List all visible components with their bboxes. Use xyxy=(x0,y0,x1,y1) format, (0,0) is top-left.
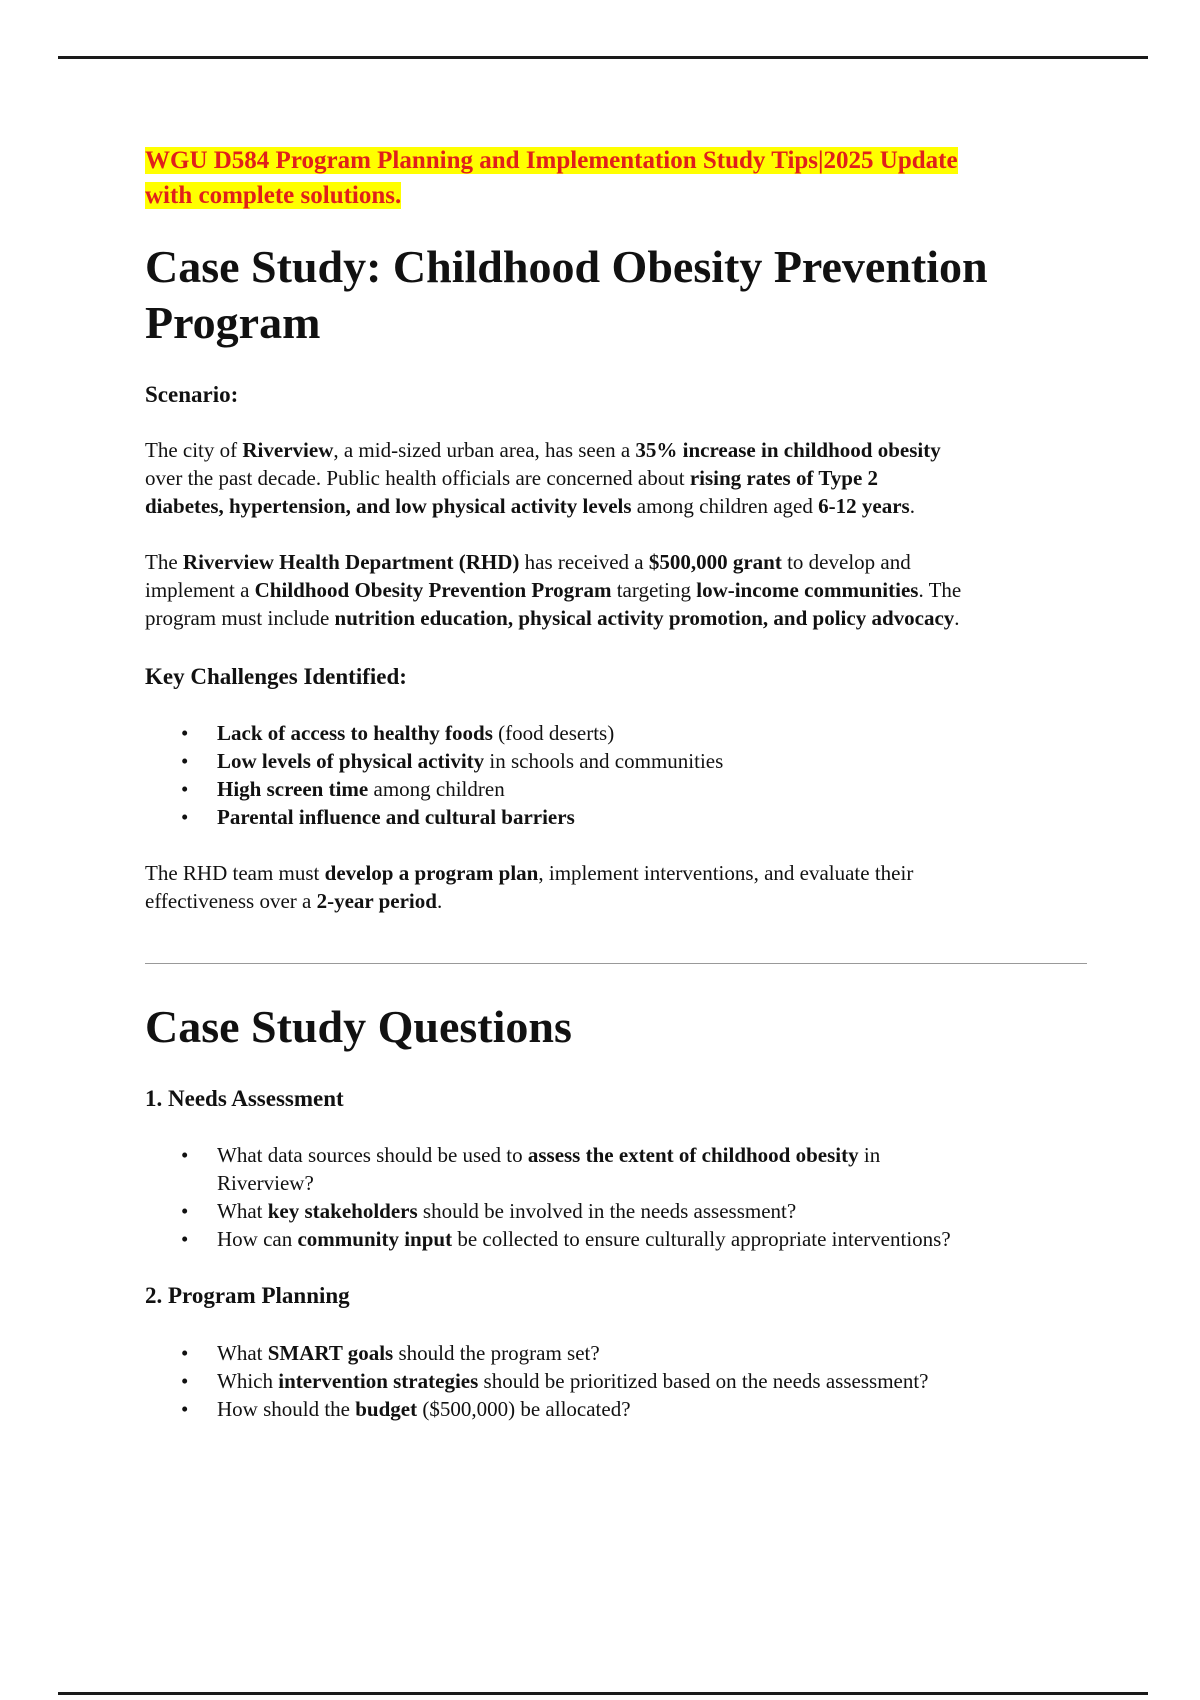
page-bottom-rule xyxy=(58,1692,1148,1695)
text-run: program must include xyxy=(145,606,335,630)
text-line xyxy=(217,1395,1095,1423)
text-run: . The xyxy=(918,578,962,602)
bold-text: develop a program plan xyxy=(324,861,539,885)
bold-text: Riverview xyxy=(242,438,334,462)
text-run: How can xyxy=(217,1227,298,1251)
text-run: should the program set? xyxy=(393,1341,600,1365)
text-run: among children xyxy=(368,777,505,801)
text-line xyxy=(217,1169,1095,1197)
program-planning-list xyxy=(145,1339,1095,1423)
text-line xyxy=(217,1339,1095,1367)
text-line xyxy=(145,548,1095,576)
document-title xyxy=(145,143,1095,213)
bold-text: 2-year period xyxy=(316,889,437,913)
heading-line: Case Study: Childhood Obesity Prevention xyxy=(145,241,988,292)
text-line xyxy=(217,775,1095,803)
text-run: should be involved in the needs assessment? xyxy=(417,1199,797,1223)
text-run: The city of xyxy=(145,438,243,462)
bold-text: $500,000 grant xyxy=(648,550,782,574)
text-run: to develop and xyxy=(781,550,911,574)
bold-text: budget xyxy=(355,1397,418,1421)
title-line: with complete solutions. xyxy=(145,182,402,209)
bold-text: assess the extent of childhood obesity xyxy=(527,1143,859,1167)
text-line xyxy=(217,1197,1095,1225)
bold-text: SMART goals xyxy=(267,1341,394,1365)
heading-line: Program xyxy=(145,297,321,348)
challenges-list xyxy=(145,719,1095,831)
text-run: . xyxy=(954,606,960,630)
text-run: among children aged xyxy=(631,494,819,518)
text-run: targeting xyxy=(611,578,697,602)
scenario-heading: Scenario: xyxy=(145,382,239,407)
bold-text: Parental influence and cultural barriers xyxy=(217,805,575,829)
text-run: over the past decade. Public health officials are concerned about xyxy=(145,466,690,490)
text-run: in xyxy=(858,1143,881,1167)
text-line xyxy=(217,1367,1095,1395)
bold-text: Low levels of physical activity xyxy=(217,749,485,773)
list-item xyxy=(145,1197,1095,1225)
text-line xyxy=(217,747,1095,775)
text-line xyxy=(145,887,1095,915)
text-line xyxy=(145,492,1095,520)
text-line xyxy=(145,604,1095,632)
text-run: (food deserts) xyxy=(492,721,615,745)
text-run: The xyxy=(145,550,183,574)
list-item xyxy=(145,1141,1095,1197)
bold-text: Childhood Obesity Prevention Program xyxy=(254,578,612,602)
text-run: What xyxy=(217,1341,268,1365)
bold-text: 6-12 years xyxy=(818,494,910,518)
text-line xyxy=(145,436,1095,464)
bold-text: nutrition education, physical activity promotion, and policy advocacy xyxy=(334,606,955,630)
bold-text: key stakeholders xyxy=(267,1199,418,1223)
title-line: WGU D584 Program Planning and Implementation Study Tips|2025 Update xyxy=(145,147,958,174)
list-item xyxy=(145,1225,1095,1253)
scenario-paragraph-1 xyxy=(145,436,1095,520)
text-run: , implement interventions, and evaluate their xyxy=(538,861,914,885)
text-run: The RHD team must xyxy=(145,861,325,885)
text-run: . xyxy=(436,889,443,913)
text-run: Which xyxy=(217,1369,279,1393)
section-divider xyxy=(145,963,1087,964)
text-run: Riverview? xyxy=(217,1171,314,1195)
text-run: in schools and communities xyxy=(484,749,724,773)
bold-text: Lack of access to healthy foods xyxy=(217,721,493,745)
text-run: What xyxy=(217,1199,268,1223)
list-item xyxy=(145,1339,1095,1367)
text-line xyxy=(145,859,1095,887)
bold-text: intervention strategies xyxy=(278,1369,479,1393)
text-run: . xyxy=(909,494,915,518)
program-planning-heading: 2. Program Planning xyxy=(145,1283,350,1308)
text-line xyxy=(145,464,1095,492)
bold-text: diabetes, hypertension, and low physical activity levels xyxy=(145,494,632,518)
scenario-paragraph-3 xyxy=(145,859,1095,915)
questions-heading: Case Study Questions xyxy=(145,1001,572,1052)
text-line xyxy=(217,1225,1095,1253)
bold-text: community input xyxy=(297,1227,453,1251)
list-item xyxy=(145,775,1095,803)
text-run: should be prioritized based on the needs assessment? xyxy=(478,1369,929,1393)
text-run: implement a xyxy=(145,578,255,602)
scenario-paragraph-2 xyxy=(145,548,1095,632)
needs-assessment-list xyxy=(145,1141,1095,1253)
needs-assessment-heading: 1. Needs Assessment xyxy=(145,1086,344,1111)
bold-text: rising rates of Type 2 xyxy=(689,466,879,490)
bold-text: 35% increase in childhood obesity xyxy=(635,438,941,462)
bold-text: low-income communities xyxy=(696,578,919,602)
text-run: , a mid-sized urban area, has seen a xyxy=(333,438,636,462)
text-line xyxy=(217,719,1095,747)
text-run: has received a xyxy=(519,550,649,574)
text-run: be collected to ensure culturally appropriate interventions? xyxy=(452,1227,951,1251)
list-item xyxy=(145,803,1095,831)
challenges-heading: Key Challenges Identified: xyxy=(145,664,407,689)
text-run: How should the xyxy=(217,1397,356,1421)
bold-text: High screen time xyxy=(217,777,369,801)
list-item xyxy=(145,1367,1095,1395)
list-item xyxy=(145,747,1095,775)
text-line xyxy=(217,1141,1095,1169)
bold-text: Riverview Health Department (RHD) xyxy=(182,550,520,574)
text-line xyxy=(145,576,1095,604)
text-run: What data sources should be used to xyxy=(217,1143,528,1167)
list-item xyxy=(145,1395,1095,1423)
case-study-heading xyxy=(145,239,1095,351)
text-run: effectiveness over a xyxy=(145,889,317,913)
list-item xyxy=(145,719,1095,747)
text-line xyxy=(217,803,1095,831)
page-top-rule xyxy=(58,56,1148,59)
text-run: ($500,000) be allocated? xyxy=(417,1397,631,1421)
